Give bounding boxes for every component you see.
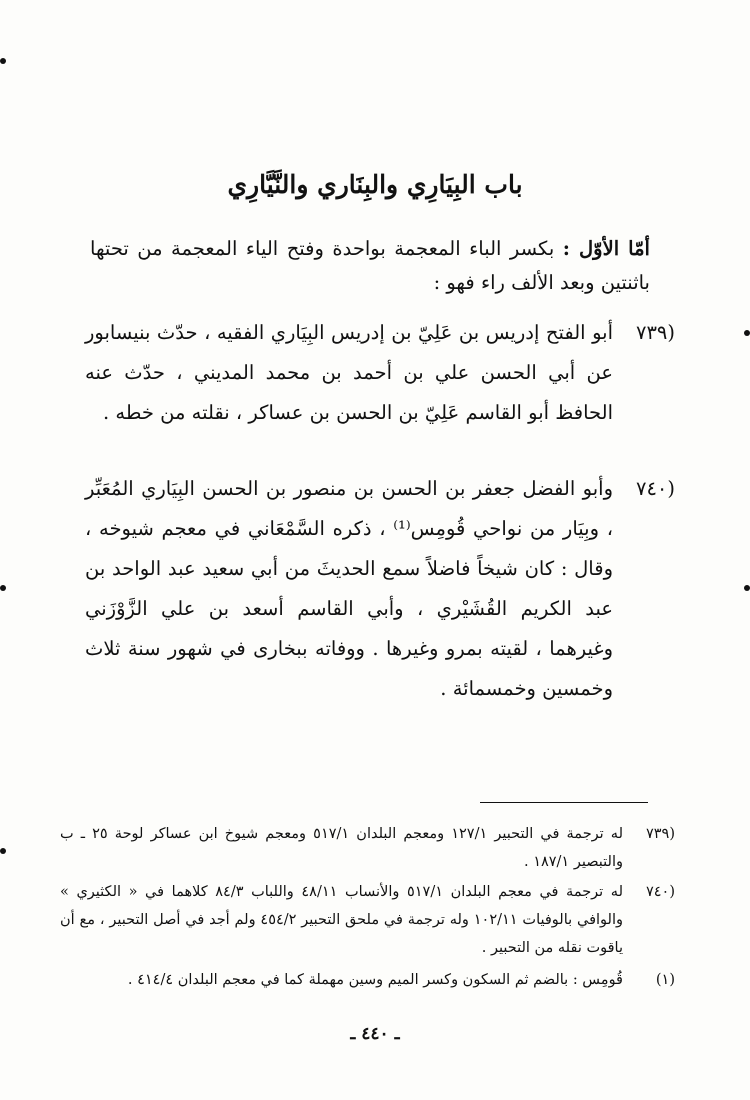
entry-number: (٧٤٠	[635, 477, 675, 500]
footnote-text: قُومِس : بالضم ثم السكون وكسر الميم وسين مهملة كما في معجم البلدان ٤١٤/٤ .	[127, 972, 623, 988]
edge-mark	[744, 330, 750, 336]
entry-number: (٧٣٩	[635, 321, 675, 344]
footnote-1	[60, 966, 675, 994]
edge-mark	[744, 585, 750, 591]
intro-paragraph	[90, 232, 650, 300]
page-number: ـ ٤٤٠ ـ	[350, 1024, 400, 1044]
footnote-text: له ترجمة في معجم البلدان ٥١٧/١ والأنساب ٤٨/١١ واللباب ٨٤/٣ كلاهما في « الكثيري » والوافي بالوفيات ١٠٢/١١ وله ترجمة في ملحق التحبير ٤٥٤/٢ ولم أجد في أصل التحبير ، مع أن ياقوت نقله من التحبير .	[60, 884, 623, 956]
intro-lead: أمّا الأوّل :	[562, 237, 650, 260]
entry-740	[85, 469, 675, 709]
edge-mark	[0, 58, 6, 64]
edge-mark	[0, 848, 6, 854]
entry-text: وأبو الفضل جعفر بن الحسن بن منصور بن الحسن البِيَاري المُعَبِّر ، وبِيَار من نواحي قُومِس⁽¹⁾ ، ذكره السَّمْعَاني في معجم شيوخه ، وقال : كان شيخاً فاضلاً سمع الحديثَ من أبي سعيد عبد الواحد بن عبد الكريم القُشَيْري ، وأبي القاسم أسعد بن علي الزَّوْزَني وغيرهما ، لقيته بمرو وغيرها . ووفاته ببخارى في شهور سنة ثلاث وخمسين وخمسمائة .	[85, 477, 613, 700]
chapter-title: باب البِيَارِي والبِنَاري والنَّيَّارِي	[227, 170, 523, 199]
entry-739	[85, 313, 675, 433]
footnote-number: (٧٣٩	[645, 826, 675, 842]
footnote-number: (٧٤٠	[645, 884, 675, 900]
footnote-separator	[480, 802, 648, 803]
footnote-text: له ترجمة في التحبير ١٢٧/١ ومعجم البلدان ٥١٧/١ ومعجم شيوخ ابن عساكر لوحة ٢٥ ـ ب والتبصير ١٨٧/١ .	[60, 826, 623, 870]
intro-text: بكسر الباء المعجمة بواحدة وفتح الياء المعجمة من تحتها باثنتين وبعد الألف راء فهو :	[90, 237, 650, 294]
footnote-740	[60, 878, 675, 962]
footnote-739	[60, 820, 675, 876]
edge-mark	[0, 585, 6, 591]
entry-text: أبو الفتح إدريس بن عَلِيّ بن إدريس البِيَاري الفقيه ، حدّث بنيسابور عن أبي الحسن علي بن أحمد بن محمد المديني ، حدّث عنه الحافظ أبو القاسم عَلِيّ بن الحسن بن عساكر ، نقلته من خطه .	[85, 321, 613, 424]
footnote-number: (١)	[655, 972, 675, 988]
